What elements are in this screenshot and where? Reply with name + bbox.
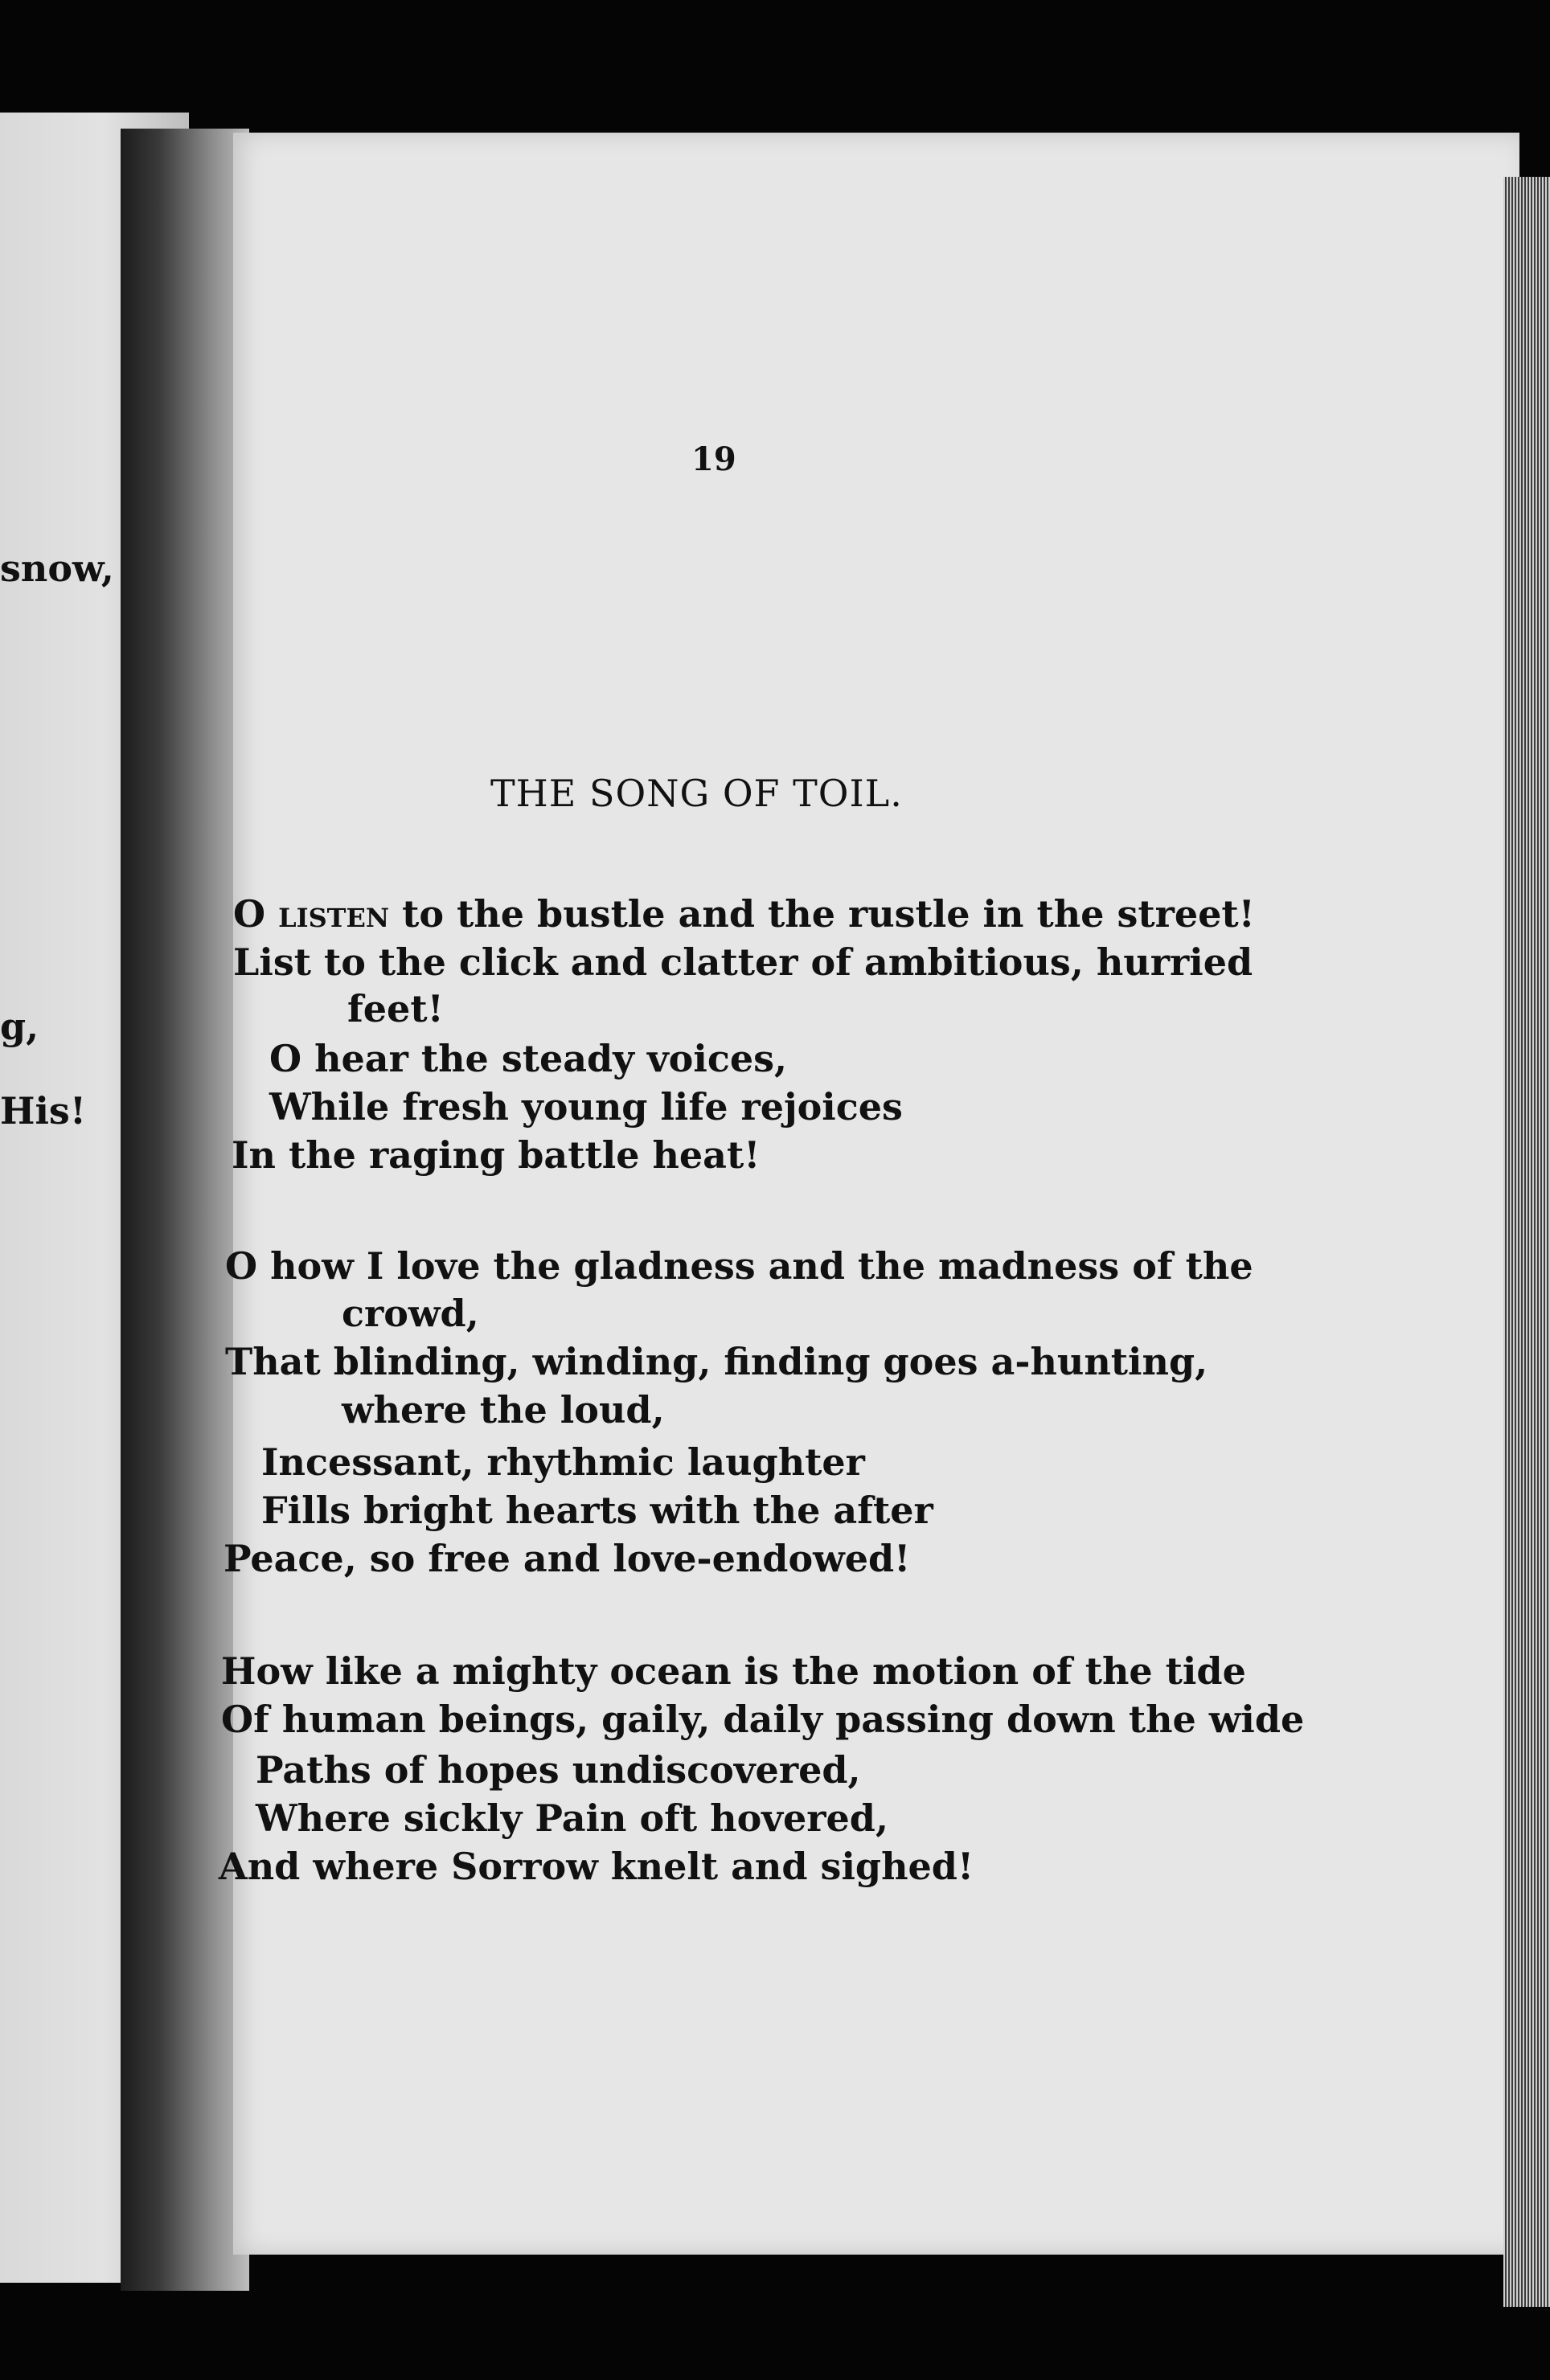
book-gutter — [121, 129, 249, 2291]
poem-line: Peace, so free and love-endowed! — [223, 1537, 911, 1580]
page-number: 19 — [691, 440, 736, 478]
poem-line: where the loud, — [342, 1388, 665, 1432]
poem-line: How like a mighty ocean is the motion of the tide — [221, 1649, 1246, 1693]
line-rest: to the bustle and the rustle in the street! — [389, 892, 1255, 936]
poem-line: Where sickly Pain oft hovered, — [256, 1796, 888, 1840]
poem-line: List to the click and clatter of ambitious, hurried — [233, 940, 1253, 984]
poem-line: In the raging battle heat! — [232, 1133, 761, 1177]
poem-line: crowd, — [342, 1292, 479, 1335]
line-lead: O — [233, 892, 266, 936]
poem-line: feet! — [347, 987, 444, 1030]
facing-page-fragment: g, — [0, 1005, 39, 1048]
poem-line: O how I love the gladness and the madness of the — [225, 1244, 1253, 1288]
poem-line: Of human beings, gaily, daily passing down the wide — [221, 1698, 1305, 1741]
poem-line — [233, 892, 1255, 936]
page-edges — [1503, 177, 1550, 2307]
poem-line: Paths of hopes undiscovered, — [256, 1748, 861, 1792]
poem-line: Incessant, rhythmic laughter — [261, 1440, 865, 1484]
poem-line: O hear the steady voices, — [269, 1037, 788, 1080]
poem-line: While fresh young life rejoices — [269, 1085, 903, 1129]
line-smallcaps: listen — [278, 892, 390, 936]
poem-line: That blinding, winding, finding goes a-hunting, — [225, 1340, 1208, 1383]
facing-page-fragment: His! — [0, 1089, 87, 1133]
poem-title: THE SONG OF TOIL. — [490, 772, 903, 815]
book-page — [233, 133, 1519, 2255]
poem-line: And where Sorrow knelt and sighed! — [219, 1845, 974, 1888]
facing-page-fragment: snow, — [0, 547, 114, 590]
poem-line: Fills bright hearts with the after — [261, 1489, 933, 1532]
